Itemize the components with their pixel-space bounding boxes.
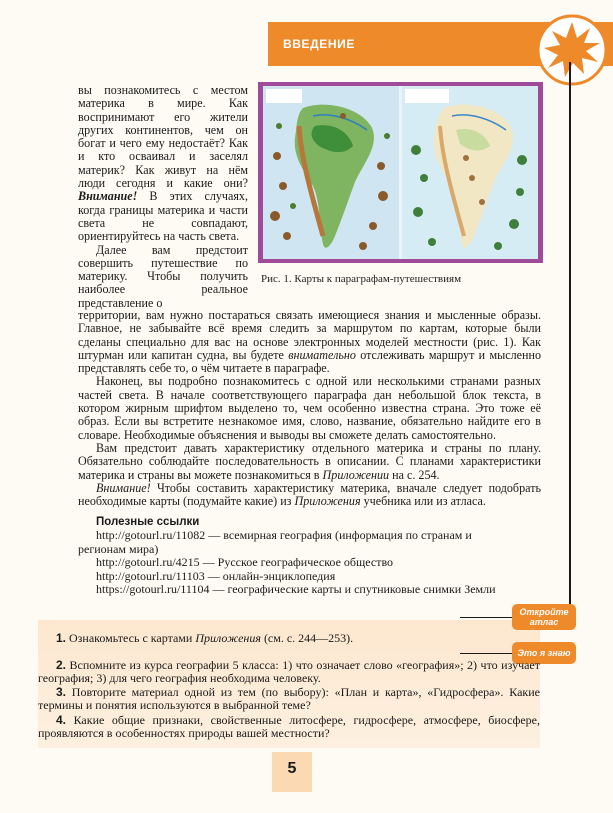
tab-connector bbox=[460, 653, 512, 654]
question-1: 1. Ознакомьтесь с картами Приложения (см. с. 244—253). bbox=[56, 631, 354, 645]
paragraph-4: Внимание! Чтобы составить характеристику материка, вначале следует подобрать необходимые карты (подумайте какие) из Приложения учебника или из атласа. bbox=[78, 480, 541, 509]
main-text bbox=[78, 309, 541, 508]
sun-star-icon bbox=[520, 8, 613, 88]
link-item-continued: регионам мира) bbox=[78, 541, 159, 556]
useful-links bbox=[78, 516, 541, 596]
link-item[interactable]: http://gotourl.ru/11103 — онлайн-энциклопедия bbox=[96, 568, 336, 583]
useful-links-title: Полезные ссылки bbox=[96, 516, 200, 528]
paragraph-1-continued: территории, вам нужно постараться связать имеющиеся знания и мысленные образы. Главное, не забывайте всё время следить за маршрутом по картам, которые были сделаны специально для вас на основе электронных моделей местности (рис. 1). Как штурман или капитан судна, вы будете внимательно отслеживать маршрут и мысленно представлять себе то, о чём читаете в параграфе. bbox=[78, 308, 541, 376]
link-item[interactable]: https://gotourl.ru/11104 — географические карты и спутниковые снимки Земли bbox=[96, 582, 496, 597]
figure-caption: Рис. 1. Карты к параграфам-путешествиям bbox=[261, 273, 462, 285]
question-3: 3. Повторите материал одной из тем (по выбору): «План и карта», «Гидросфера». Какие термины и понятия используются в выбранной теме? bbox=[38, 685, 541, 713]
south-america-nature-map bbox=[402, 86, 538, 259]
paragraph-3: Вам предстоит давать характеристику отдельного материка и страны по плану. Обязательно соблюдайте последовательность в описании. С планами характеристики материка и страны вы можете познакомиться в Приложении на с. 254. bbox=[78, 440, 541, 482]
attention-label: Внимание! bbox=[78, 189, 138, 204]
figure-maps bbox=[263, 86, 538, 259]
question-4: 4. Какие общие признаки, свойственные литосфере, гидросфере, атмосфере, биосфере, проявляются в особенностях природы вашей местности? bbox=[38, 713, 540, 741]
paragraph-2: Наконец, вы подробно познакомитесь с одной или несколькими странами разных частей света. В начале соответствующего параграфа дан небольшой блок текста, в котором жирным шрифтом выделено то, чем особенно известна страна. Это тоже её образ. Если вы встретите незнакомое имя, слово, название, обязательно найдите его в словаре. Необходимые объяснения и выводы вы сможете делать самостоятельно. bbox=[78, 374, 541, 442]
i-know-this-tab: Это я знаю bbox=[512, 642, 576, 664]
left-paragraph-2: Далее вам предстоит совершить путешествие по материку. Чтобы получить наиболее реальное представление о bbox=[78, 242, 248, 310]
page-number: 5 bbox=[287, 760, 297, 777]
section-title: ВВЕДЕНИЕ bbox=[283, 37, 355, 51]
south-america-physical-map bbox=[263, 86, 399, 259]
link-item[interactable]: http://gotourl.ru/4215 — Русское географическое общество bbox=[96, 555, 394, 570]
question-2: 2. Вспомните из курса географии 5 класса: 1) что означает слово «география»; 2) что изучает география; 3) для чего география необходима человеку. bbox=[38, 658, 541, 686]
margin-rule bbox=[569, 62, 571, 622]
left-column bbox=[78, 84, 248, 310]
tab-connector bbox=[460, 617, 512, 618]
left-paragraph-1: вы познакомитесь с местом материка в мире. Как воспринимают его жители других континентов, чем он богат и чего ему недостаёт? Как и кто осваивал и заселял материк? Как живут на нём люди сегодня и какие они? Внимание! В этих случаях, когда границы материка и части света не совпадают, ориентируйтесь на часть света. bbox=[78, 83, 248, 244]
link-item[interactable]: http://gotourl.ru/11082 — всемирная география (информация по странам и bbox=[96, 528, 472, 543]
open-atlas-tab: Откройте атлас bbox=[512, 604, 576, 630]
